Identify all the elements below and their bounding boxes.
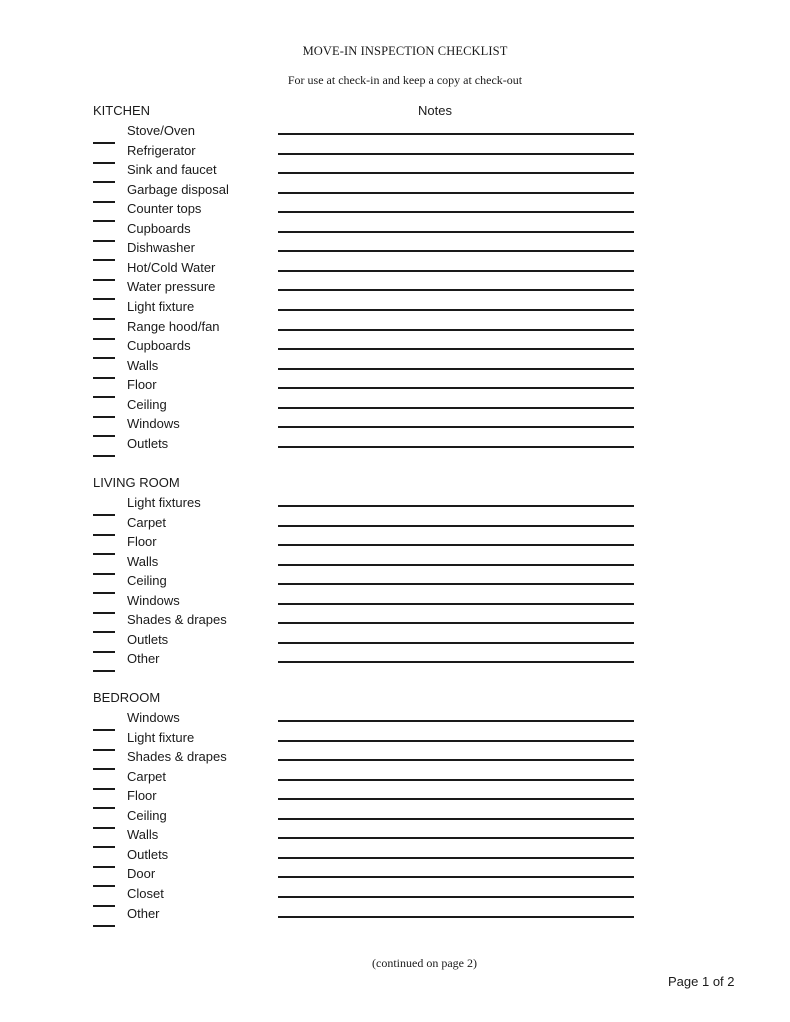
- notes-blank[interactable]: [278, 720, 634, 722]
- checklist-item-label: Shades & drapes: [127, 749, 227, 765]
- checklist-item-label: Windows: [127, 416, 180, 432]
- notes-blank[interactable]: [278, 661, 634, 663]
- notes-blank[interactable]: [278, 426, 634, 428]
- checkmark-blank[interactable]: [93, 592, 115, 594]
- notes-blank[interactable]: [278, 818, 634, 820]
- checklist-item-label: Outlets: [127, 435, 169, 451]
- checklist-item-label: Ceiling: [127, 396, 167, 412]
- notes-blank[interactable]: [278, 192, 634, 194]
- checklist-item-label: Hot/Cold Water: [127, 259, 216, 275]
- checklist-item-label: Ceiling: [127, 573, 167, 589]
- checklist-item-label: Counter tops: [127, 201, 202, 217]
- notes-blank[interactable]: [278, 876, 634, 878]
- notes-blank[interactable]: [278, 544, 634, 546]
- notes-blank[interactable]: [278, 603, 634, 605]
- checklist-item-label: Floor: [127, 788, 157, 804]
- checklist-item-label: Carpet: [127, 514, 167, 530]
- checkmark-blank[interactable]: [93, 298, 115, 300]
- checklist-item-label: Windows: [127, 592, 180, 608]
- checkmark-blank[interactable]: [93, 259, 115, 261]
- notes-blank[interactable]: [278, 231, 634, 233]
- checkmark-blank[interactable]: [93, 885, 115, 887]
- notes-blank[interactable]: [278, 133, 634, 135]
- checklist-item-label: Walls: [127, 827, 159, 843]
- checklist-item-label: Range hood/fan: [127, 318, 220, 334]
- checklist-item-label: Refrigerator: [127, 142, 196, 158]
- notes-blank[interactable]: [278, 896, 634, 898]
- notes-blank[interactable]: [278, 837, 634, 839]
- checklist-item-label: Water pressure: [127, 279, 216, 295]
- checkmark-blank[interactable]: [93, 612, 115, 614]
- notes-blank[interactable]: [278, 289, 634, 291]
- checkmark-blank[interactable]: [93, 573, 115, 575]
- checkmark-blank[interactable]: [93, 905, 115, 907]
- checkmark-blank[interactable]: [93, 749, 115, 751]
- checkmark-blank[interactable]: [93, 631, 115, 633]
- checklist-item-label: Stove/Oven: [127, 123, 195, 138]
- notes-blank[interactable]: [278, 309, 634, 311]
- checkmark-blank[interactable]: [93, 670, 115, 672]
- checklist-item-label: Carpet: [127, 768, 167, 784]
- notes-blank[interactable]: [278, 622, 634, 624]
- notes-blank[interactable]: [278, 759, 634, 761]
- checkmark-blank[interactable]: [93, 377, 115, 379]
- checklist-item-label: Outlets: [127, 846, 169, 862]
- notes-blank[interactable]: [278, 387, 634, 389]
- checklist-item-label: Closet: [127, 886, 164, 901]
- checkmark-blank[interactable]: [93, 201, 115, 203]
- checklist-item-label: Windows: [127, 710, 180, 725]
- checkmark-blank[interactable]: [93, 240, 115, 242]
- checkmark-blank[interactable]: [93, 357, 115, 359]
- checklist-item-label: Cupboards: [127, 220, 191, 236]
- notes-blank[interactable]: [278, 857, 634, 859]
- checklist-item-label: Outlets: [127, 631, 169, 647]
- checkmark-blank[interactable]: [93, 846, 115, 848]
- checklist-item-label: Cupboards: [127, 338, 191, 354]
- notes-blank[interactable]: [278, 583, 634, 585]
- notes-blank[interactable]: [278, 564, 634, 566]
- checkmark-blank[interactable]: [93, 553, 115, 555]
- notes-blank[interactable]: [278, 779, 634, 781]
- checkmark-blank[interactable]: [93, 866, 115, 868]
- notes-blank[interactable]: [278, 798, 634, 800]
- checkmark-blank[interactable]: [93, 827, 115, 829]
- checklist-item-label: Ceiling: [127, 807, 167, 823]
- checkmark-blank[interactable]: [93, 162, 115, 164]
- notes-blank[interactable]: [278, 329, 634, 331]
- checkmark-blank[interactable]: [93, 768, 115, 770]
- checklist-item-label: Dishwasher: [127, 240, 195, 256]
- checkmark-blank[interactable]: [93, 455, 115, 457]
- notes-blank[interactable]: [278, 250, 634, 252]
- section-heading: KITCHEN: [93, 103, 151, 118]
- checkmark-blank[interactable]: [93, 396, 115, 398]
- checklist-item-label: Floor: [127, 534, 157, 550]
- checkmark-blank[interactable]: [93, 279, 115, 281]
- checkmark-blank[interactable]: [93, 318, 115, 320]
- section-heading: BEDROOM: [93, 690, 161, 705]
- checkmark-blank[interactable]: [93, 220, 115, 222]
- checkmark-blank[interactable]: [93, 416, 115, 418]
- checklist-item-label: Garbage disposal: [127, 181, 229, 197]
- notes-blank[interactable]: [278, 525, 634, 527]
- checkmark-blank[interactable]: [93, 729, 115, 731]
- checkmark-blank[interactable]: [93, 807, 115, 809]
- section-heading: LIVING ROOM: [93, 475, 180, 490]
- notes-blank[interactable]: [278, 270, 634, 272]
- checkmark-blank[interactable]: [93, 435, 115, 437]
- checklist-item-label: Other: [127, 651, 160, 667]
- checkmark-blank[interactable]: [93, 181, 115, 183]
- checklist-item-label: Floor: [127, 377, 157, 393]
- checklist-item-label: Door: [127, 866, 156, 882]
- checklist-item-label: Light fixtures: [127, 495, 201, 510]
- notes-blank[interactable]: [278, 211, 634, 213]
- checkmark-blank[interactable]: [93, 338, 115, 340]
- notes-blank[interactable]: [278, 916, 634, 918]
- notes-blank[interactable]: [278, 172, 634, 174]
- checklist-item-label: Other: [127, 905, 160, 921]
- document-title: MOVE-IN INSPECTION CHECKLIST: [302, 44, 508, 58]
- page-number: Page 1 of 2: [668, 974, 735, 989]
- continued-note: (continued on page 2): [372, 956, 477, 970]
- checklist-item-label: Light fixture: [127, 299, 195, 314]
- checkmark-blank[interactable]: [93, 925, 115, 927]
- notes-blank[interactable]: [278, 348, 634, 350]
- checklist-item-label: Shades & drapes: [127, 612, 227, 628]
- notes-blank[interactable]: [278, 642, 634, 644]
- checklist-item-label: Sink and faucet: [127, 162, 217, 178]
- notes-blank[interactable]: [278, 368, 634, 370]
- checkmark-blank[interactable]: [93, 514, 115, 516]
- notes-blank[interactable]: [278, 740, 634, 742]
- checklist-item-label: Walls: [127, 553, 159, 569]
- document-subtitle: For use at check-in and keep a copy at check-out: [287, 73, 523, 87]
- checkmark-blank[interactable]: [93, 788, 115, 790]
- notes-blank[interactable]: [278, 407, 634, 409]
- checkmark-blank[interactable]: [93, 651, 115, 653]
- checkmark-blank[interactable]: [93, 534, 115, 536]
- notes-blank[interactable]: [278, 446, 634, 448]
- checklist-item-label: Light fixture: [127, 729, 195, 745]
- notes-blank[interactable]: [278, 153, 634, 155]
- notes-blank[interactable]: [278, 505, 634, 507]
- checkmark-blank[interactable]: [93, 142, 115, 144]
- checklist-item-label: Walls: [127, 357, 159, 373]
- notes-header: Notes: [418, 103, 452, 118]
